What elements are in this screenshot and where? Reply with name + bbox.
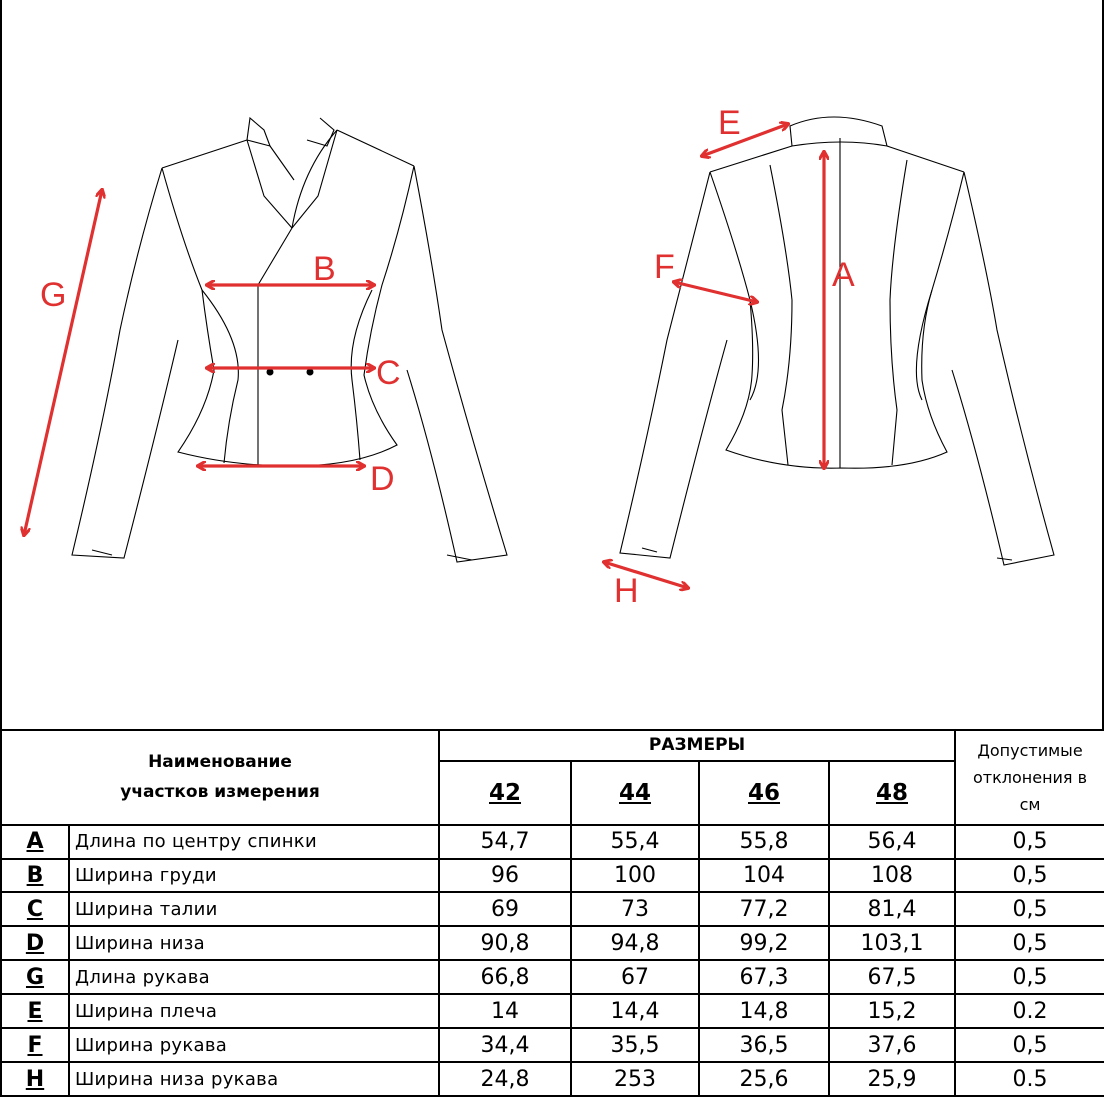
table-row: [1, 892, 1104, 926]
back-jacket-drawing: [620, 117, 1054, 565]
size-value: 108: [829, 859, 955, 893]
size-44-header: 44: [571, 761, 699, 825]
tolerance-value: 0,5: [955, 960, 1104, 994]
size-value: 25,9: [829, 1062, 955, 1096]
size-42-header: 42: [439, 761, 571, 825]
tolerance-header-line1: Допустимые: [977, 740, 1083, 760]
size-value: 37,6: [829, 1028, 955, 1062]
table-row: [1, 1028, 1104, 1062]
size-48-header: 48: [829, 761, 955, 825]
size-value: 99,2: [699, 926, 829, 960]
measurement-code: F: [1, 1028, 69, 1062]
size-value: 73: [571, 892, 699, 926]
marker-f: F: [654, 248, 675, 286]
measurement-rows: [1, 825, 1104, 1096]
tolerance-value: 0,5: [955, 926, 1104, 960]
size-value: 94,8: [571, 926, 699, 960]
size-value: 81,4: [829, 892, 955, 926]
measurement-name-header: [1, 730, 439, 825]
measurement-letters: [40, 104, 855, 610]
tolerance-value: 0,5: [955, 859, 1104, 893]
tolerance-value: 0,5: [955, 892, 1104, 926]
size-value: 104: [699, 859, 829, 893]
size-value: 77,2: [699, 892, 829, 926]
size-46-header: 46: [699, 761, 829, 825]
measurement-label: Ширина груди: [69, 859, 439, 893]
size-value: 15,2: [829, 994, 955, 1028]
table-row: [1, 960, 1104, 994]
measurement-name-header-line2: участков измерения: [120, 782, 320, 803]
arrow-f: [674, 282, 757, 302]
size-value: 35,5: [571, 1028, 699, 1062]
measurement-code: A: [1, 825, 69, 859]
size-value: 14: [439, 994, 571, 1028]
measurement-label: Длина по центру спинки: [69, 825, 439, 859]
marker-e: E: [718, 104, 741, 142]
size-value: 100: [571, 859, 699, 893]
size-value: 69: [439, 892, 571, 926]
size-value: 67,3: [699, 960, 829, 994]
size-value: 55,8: [699, 825, 829, 859]
marker-d: D: [370, 460, 395, 498]
measurement-label: Ширина низа рукава: [69, 1062, 439, 1096]
measurement-code: E: [1, 994, 69, 1028]
size-value: 36,5: [699, 1028, 829, 1062]
marker-a: A: [832, 256, 855, 294]
table-row: [1, 825, 1104, 859]
size-value: 103,1: [829, 926, 955, 960]
size-value: 14,4: [571, 994, 699, 1028]
size-value: 55,4: [571, 825, 699, 859]
measurement-code: H: [1, 1062, 69, 1096]
table-row: [1, 859, 1104, 893]
size-value: 90,8: [439, 926, 571, 960]
measurement-label: Длина рукава: [69, 960, 439, 994]
sizes-header: РАЗМЕРЫ: [439, 730, 955, 761]
measurement-label: Ширина рукава: [69, 1028, 439, 1062]
table-header-row: [1, 730, 1104, 761]
tolerance-value: 0.2: [955, 994, 1104, 1028]
tolerance-value: 0.5: [955, 1062, 1104, 1096]
tolerance-header-line2: отклонения в: [972, 767, 1088, 787]
size-value: 24,8: [439, 1062, 571, 1096]
table-row: [1, 1062, 1104, 1096]
size-value: 14,8: [699, 994, 829, 1028]
table-row: [1, 926, 1104, 960]
front-jacket-drawing: [72, 118, 507, 562]
marker-b: B: [313, 250, 336, 288]
marker-g: G: [40, 276, 67, 314]
size-value: 253: [571, 1062, 699, 1096]
size-value: 56,4: [829, 825, 955, 859]
measurement-code: B: [1, 859, 69, 893]
tolerance-value: 0,5: [955, 825, 1104, 859]
size-value: 54,7: [439, 825, 571, 859]
measurement-name-header-line1: Наименование: [148, 752, 292, 773]
measurement-code: C: [1, 892, 69, 926]
measurement-code: D: [1, 926, 69, 960]
size-table: [0, 729, 1104, 1097]
tolerance-header-line3: см: [1019, 794, 1041, 814]
table-row: [1, 994, 1104, 1028]
tolerance-value: 0,5: [955, 1028, 1104, 1062]
jacket-diagram: [2, 0, 1102, 730]
size-value: 25,6: [699, 1062, 829, 1096]
measurement-label: Ширина плеча: [69, 994, 439, 1028]
arrow-g: [24, 190, 102, 535]
size-value: 34,4: [439, 1028, 571, 1062]
marker-h: H: [614, 572, 639, 610]
tolerance-header: [955, 730, 1104, 825]
size-value: 67: [571, 960, 699, 994]
measurement-label: Ширина низа: [69, 926, 439, 960]
size-value: 67,5: [829, 960, 955, 994]
marker-c: C: [376, 354, 401, 392]
size-value: 66,8: [439, 960, 571, 994]
size-value: 96: [439, 859, 571, 893]
measurement-code: G: [1, 960, 69, 994]
measurement-label: Ширина талии: [69, 892, 439, 926]
